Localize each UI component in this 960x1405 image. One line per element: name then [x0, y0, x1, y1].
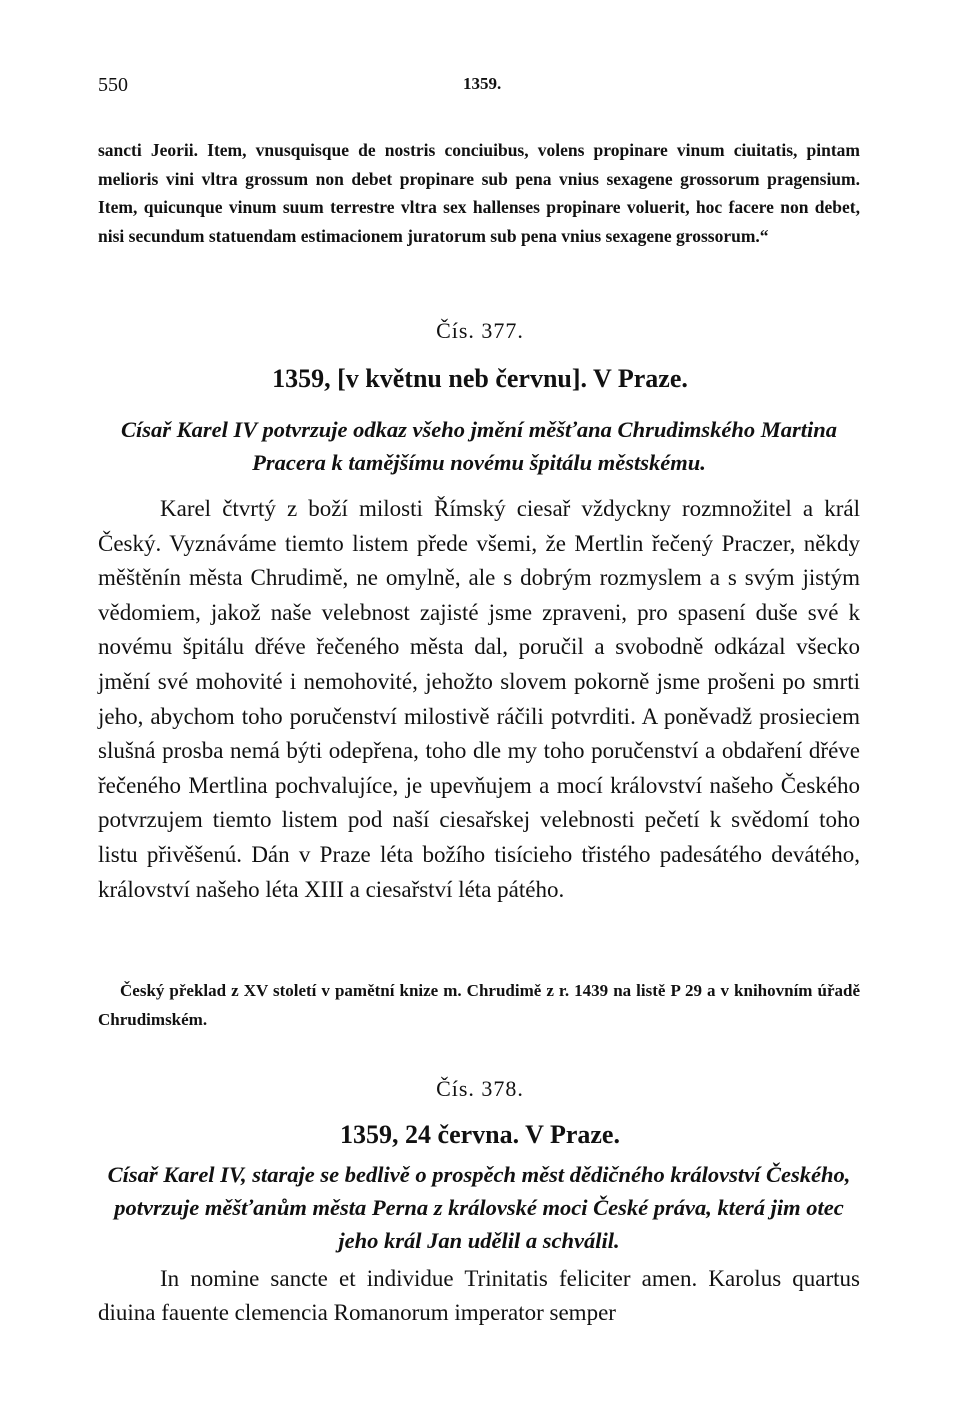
page-header — [98, 74, 862, 104]
latin-paragraph-continuation: sancti Jeorii. Item, vnusquisque de nostris conciuibus, volens propinare vinum ciuitatis, pintam melioris vini vltra grossum non debet propinare sub pena vnius sexagene grossorum pragensium. Item, quicunque vinum suum terrestre vltra sex hallenses propinare voluerit, hoc facere non debet, nisi secundum statuendam estimacionem juratorum sub pena vnius sexagene grossorum.“ — [98, 140, 860, 246]
entry-heading-378: 1359, 24 června. V Praze. — [340, 1120, 620, 1149]
page-number: 550 — [98, 74, 128, 96]
entry-body-377: Karel čtvrtý z boží milosti Římský ciesař vždyckny rozmnožitel a král Český. Vyznáváme tiemto listem přede všemi, že Mertlin řečený Praczer, někdy měštěnín města Chrudimě, ne omylně, ale s dobrým rozmyslem a s svým jistým vědomiem, jakož naše velebnost zajisté jsme zpraveni, pro spasení duše své k novému špitálu dřéve řečeného města dal, poručil a svobodně odkázal všecko jmění své mohovité i nemohovité, jehožto slovem pokorně jsme prošeni po smrti jeho, abychom toho poručenství milostivě ráčili potvrditi. A poněvadž prosieciem slušná prosba nemá býti odepřena, toho dle my toho poručenství a obdaření dřéve řečeného Mertlina pochvalujíce, je upevňujem a mocí království našeho Českého potvrzujem tiemto listem pod naší ciesařskej velebnosti pečetí k svědomí toho listu přivěšenú. Dán v Praze léta božího tisícieho třistého padesátého devátého, království našeho léta XIII a ciesařství léta pátého. — [98, 496, 860, 902]
entry-number-377: Čís. 377. — [436, 318, 524, 343]
entry-regest-378: Císař Karel IV, staraje se bedlivě o prospěch měst dědičného království Českého, potvrzuje měšťanům města Perna z královské moci České práva, která jim otec jeho král Jan udělil a schválil. — [107, 1162, 851, 1253]
source-note-377: Český překlad z XV století v pamětní knize m. Chrudimě z r. 1439 na listě P 29 a v knihovním úřadě Chrudimském. — [98, 981, 860, 1029]
entry-regest-377: Císař Karel IV potvrzuje odkaz všeho jmění měšťana Chrudimského Martina Pracera k tamějšímu novému špitálu městskému. — [120, 417, 838, 475]
running-header-year: 1359. — [463, 74, 502, 93]
entry-body-378: In nomine sancte et individue Trinitatis feliciter amen. Karolus quartus diuina fauente clemencia Romanorum imperator semper — [98, 1266, 860, 1325]
entry-heading-377: 1359, [v květnu neb červnu]. V Praze. — [272, 364, 688, 393]
entry-number-378: Čís. 378. — [436, 1076, 524, 1101]
